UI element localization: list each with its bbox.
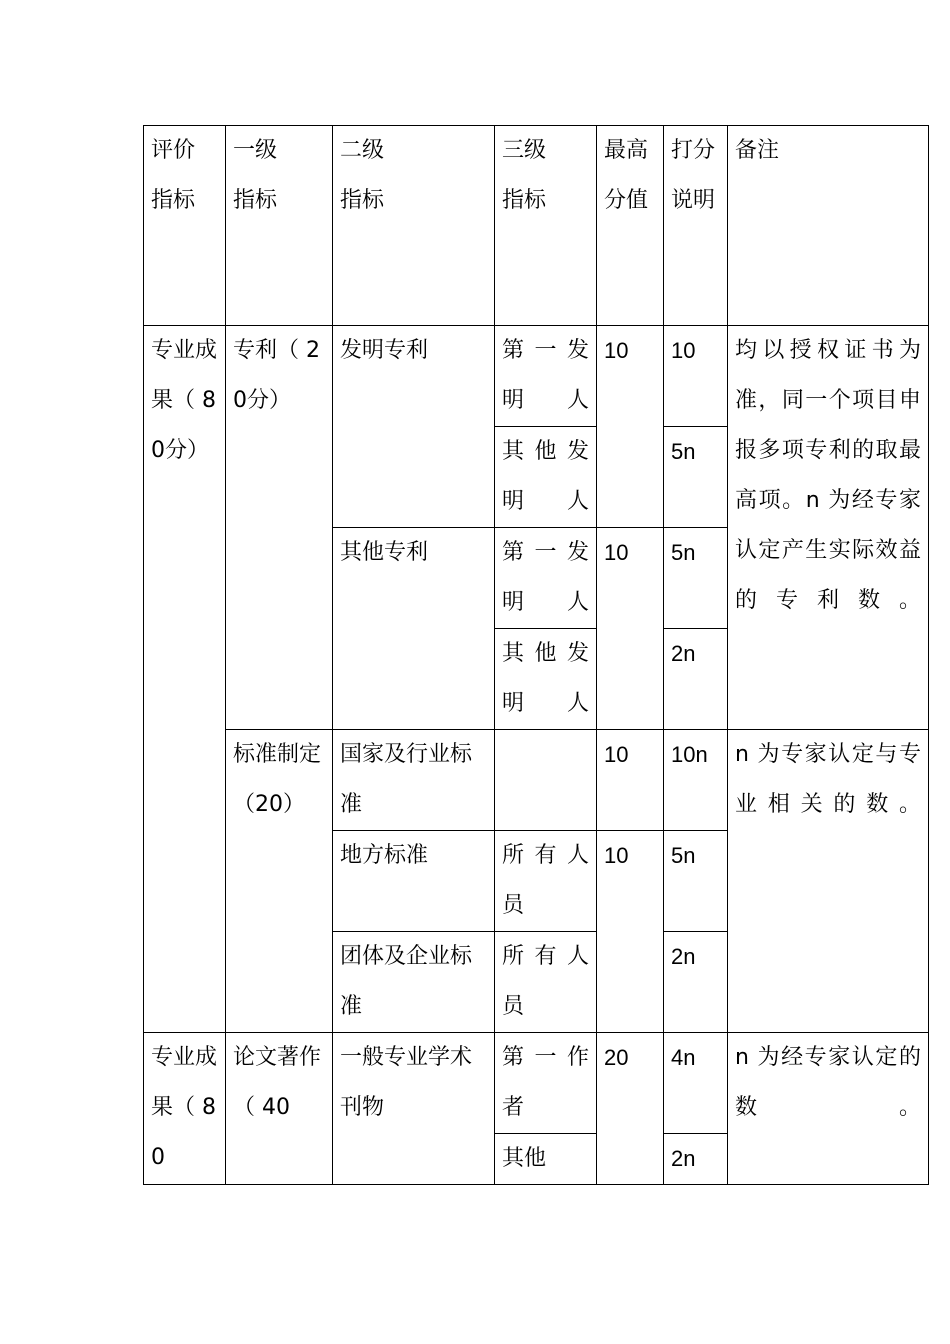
score-cell: 2n — [664, 1134, 728, 1185]
other-patent-cell: 其他专利 — [333, 528, 495, 730]
standard-level1-cell: 标准制定（20） — [226, 730, 333, 1033]
table-row — [144, 730, 929, 831]
patent-remark-cell: 均以授权证书为准，同一个项目申报多项专利的取最高项。n 为经专家认定产生实际效益的专利数。 — [728, 326, 929, 730]
max-score-cell: 20 — [597, 1033, 664, 1185]
journal-cell: 一般专业学术刊物 — [333, 1033, 495, 1185]
header-row — [144, 126, 929, 326]
invention-patent-cell: 发明专利 — [333, 326, 495, 528]
patent-level1-cell: 专利（ 20分） — [226, 326, 333, 730]
paper-remark-cell: n 为经专家认定的数。 — [728, 1033, 929, 1185]
max-score-cell: 10 — [597, 326, 664, 528]
evaluation-table — [143, 125, 929, 1185]
national-standard-cell: 国家及行业标准 — [333, 730, 495, 831]
level3-cell — [495, 730, 597, 831]
level3-cell: 其他 — [495, 1134, 597, 1185]
paper-level1-cell: 论文著作（ 40 — [226, 1033, 333, 1185]
header-eval-indicator: 评价指标 — [144, 126, 226, 326]
header-level3: 三级指标 — [495, 126, 597, 326]
table-row — [144, 326, 929, 427]
max-score-cell: 10 — [597, 528, 664, 730]
score-cell: 5n — [664, 427, 728, 528]
level3-cell: 第一作者 — [495, 1033, 597, 1134]
max-score-cell: 10 — [597, 730, 664, 831]
score-cell: 5n — [664, 528, 728, 629]
level3-cell: 其他发明人 — [495, 427, 597, 528]
group-standard-cell: 团体及企业标准 — [333, 932, 495, 1033]
max-score-cell: 10 — [597, 831, 664, 1033]
score-cell: 4n — [664, 1033, 728, 1134]
level3-cell: 其他发明人 — [495, 629, 597, 730]
table-row — [144, 1033, 929, 1134]
header-level2: 二级指标 — [333, 126, 495, 326]
header-scoring-note: 打分说明 — [664, 126, 728, 326]
score-cell: 2n — [664, 629, 728, 730]
score-cell: 2n — [664, 932, 728, 1033]
eval-indicator-cell: 专业成果（ 80 — [144, 1033, 226, 1185]
score-cell: 5n — [664, 831, 728, 932]
level3-cell: 所有人员 — [495, 831, 597, 932]
header-remark: 备注 — [728, 126, 929, 326]
level3-cell: 所有人员 — [495, 932, 597, 1033]
local-standard-cell: 地方标准 — [333, 831, 495, 932]
score-cell: 10 — [664, 326, 728, 427]
eval-indicator-cell: 专业成果（ 80分） — [144, 326, 226, 1033]
header-max-score: 最高分值 — [597, 126, 664, 326]
score-cell: 10n — [664, 730, 728, 831]
level3-cell: 第一发明人 — [495, 326, 597, 427]
level3-cell: 第一发明人 — [495, 528, 597, 629]
header-level1: 一级指标 — [226, 126, 333, 326]
standard-remark-cell: n 为专家认定与专业相关的数。 — [728, 730, 929, 1033]
